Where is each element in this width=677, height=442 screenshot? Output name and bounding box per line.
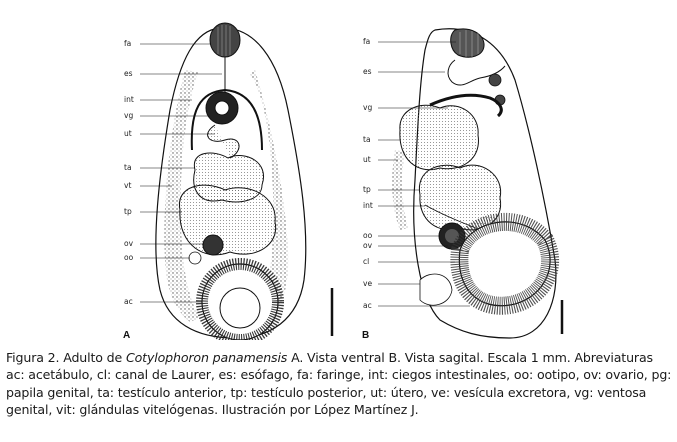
label-a-ov: ov <box>124 239 134 248</box>
label-b-cl: cl <box>363 257 370 266</box>
label-b-ve: ve <box>363 279 373 288</box>
label-b-vg: vg <box>363 103 373 112</box>
label-b-es: es <box>363 67 372 76</box>
label-b-oo: oo <box>363 231 373 240</box>
label-b-ov: ov <box>363 241 373 250</box>
panel-b-drawing <box>392 29 562 338</box>
figure-caption <box>6 349 672 419</box>
panel-a-labels <box>123 39 134 340</box>
caption-text: A. Vista ventral B. Vista sagital. Escala 1 mm. Abreviaturas ac: acetábulo, cl: canal de Laurer, es: esófago, fa: faringe, int: ciegos intestinales, oo: ootipo, ov: ovario, pg: papila genital, ta: testículo anterior, tp: testículo posterior, ut: útero, ve: vesícula excretora, vg: ventosa genital, vit: glándulas vitelógenas. Ilustración por López Martínez J. <box>6 350 672 418</box>
label-a-ut: ut <box>124 129 132 138</box>
label-a-tp: tp <box>124 207 132 216</box>
panel-a-drawing <box>156 23 332 340</box>
label-a-int: int <box>124 95 134 104</box>
label-b-fa: fa <box>363 37 371 46</box>
label-a-fa: fa <box>124 39 132 48</box>
label-a-vt: vt <box>124 181 132 190</box>
label-b-ut: ut <box>363 155 371 164</box>
label-b-ac: ac <box>363 301 372 310</box>
caption-species: Cotylophoron panamensis <box>125 350 288 365</box>
label-b-ta: ta <box>363 135 371 144</box>
label-a-vg: vg <box>124 111 134 120</box>
label-a-ac: ac <box>124 297 133 306</box>
panel-a-letter: A <box>123 330 131 340</box>
label-b-int: int <box>363 201 373 210</box>
label-b-tp: tp <box>363 185 371 194</box>
panel-b-labels <box>362 37 373 340</box>
label-a-es: es <box>124 69 133 78</box>
label-a-oo: oo <box>124 253 134 262</box>
panel-b-letter: B <box>362 330 370 340</box>
label-a-ta: ta <box>124 163 132 172</box>
caption-prefix: Figura 2. Adulto de <box>6 350 126 365</box>
